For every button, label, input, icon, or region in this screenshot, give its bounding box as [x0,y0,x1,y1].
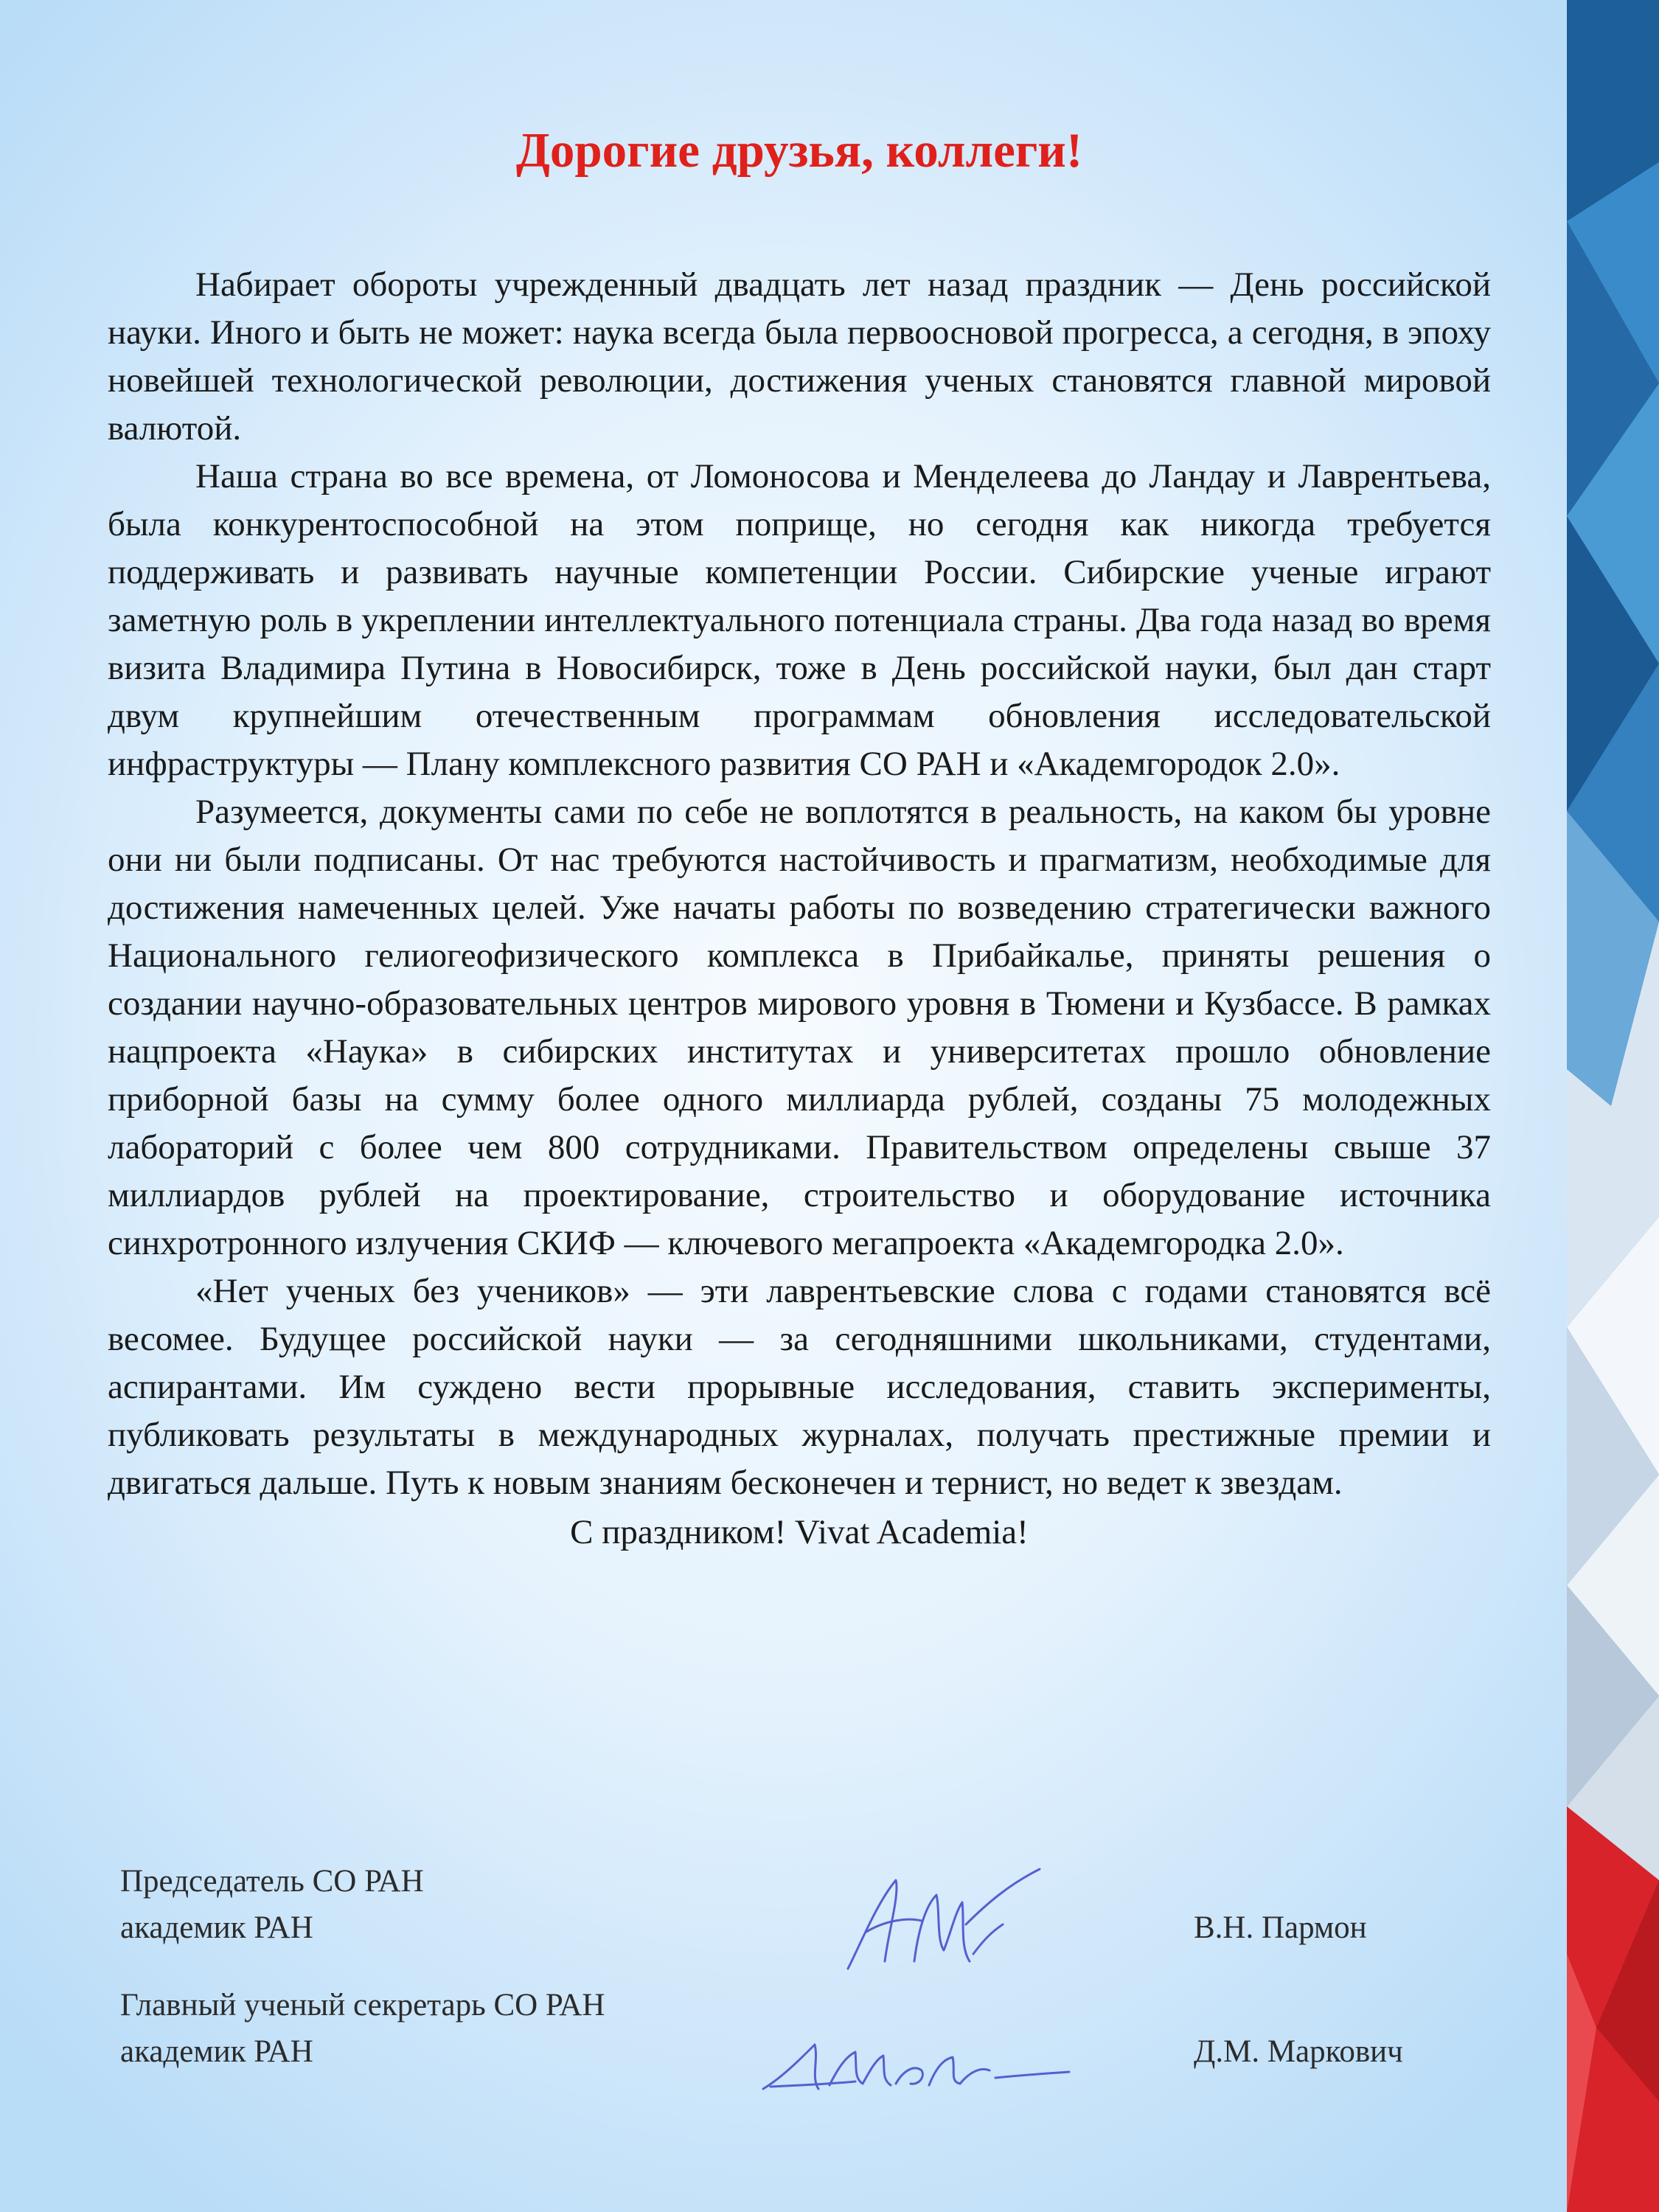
paragraph-1: Набирает обороты учрежденный двадцать лет назад праздник — День российской науки. Иного и быть не может: наука всегда была первоосновой прогресса, а сегодня, в эпоху новейшей технологической революции, достижения ученых становятся главной мировой валютой. [108,265,1491,448]
signer-name: Д.М. Маркович [1194,2034,1403,2069]
signer-position [120,1982,605,2075]
signer-position-line2: академик РАН [120,1910,313,1945]
handwritten-signature-parmon [833,1851,1054,1983]
letter-content [108,124,1491,1557]
signer-position-line1: Председатель СО РАН [120,1864,424,1899]
letter-body [108,261,1491,1557]
paragraph-2: Наша страна во все времена, от Ломоносова и Менделеева до Ландау и Лаврентьева, была конкурентоспособной на этом поприще, но сегодня как никогда требуется поддерживать и развивать научные компетенции России. Сибирские ученые играют заметную роль в укреплении интеллектуального потенциала страны. Два года назад во время визита Владимира Путина в Новосибирск, тоже в День российской науки, был дан старт двум крупнейшим отечественным программам обновления исследовательской инфраструктуры — Плану комплексного развития СО РАН и «Академгородок 2.0». [108,456,1491,783]
paragraph-3: Разумеется, документы сами по себе не воплотятся в реальность, на каком бы уровне они ни были подписаны. От нас требуются настойчивость и прагматизм, необходимые для достижения намеченных целей. Уже начаты работы по возведению стратегически важного Национального гелиогеофизического комплекса в Прибайкалье, приняты решения о создании научно-образовательных центров мирового уровня в Тюмени и Кузбассе. В рамках нацпроекта «Наука» в сибирских институтах и университетах прошло обновление приборной базы на сумму более одного миллиарда рублей, созданы 75 молодежных лабораторий с более чем 800 сотрудниками. Правительством определены свыше 37 миллиардов рублей на проектирование, строительство и оборудование источника синхротронного излучения СКИФ — ключевого мегапроекта «Академгородка 2.0». [108,792,1491,1262]
signature-block-chairman [0,1858,1659,1969]
signer-position [120,1858,424,1951]
closing-line: С праздником! Vivat Academia! [570,1512,1029,1551]
signer-position-line1: Главный ученый секретарь СО РАН [120,1988,605,2023]
signature-block-secretary [0,1982,1659,2093]
signer-name: В.Н. Пармон [1194,1910,1367,1945]
signer-position-line2: академик РАН [120,2034,313,2069]
handwritten-signature-markovich [759,2026,1077,2100]
paragraph-4: «Нет ученых без учеников» — эти лаврентьевские слова с годами становятся всё весомее. Будущее российской науки — за сегодняшними школьниками, студентами, аспирантами. Им суждено вести прорывные исследования, ставить эксперименты, публиковать результаты в международных журналах, получать престижные премии и двигаться дальше. Путь к новым знаниям бесконечен и тернист, но ведет к звездам. [108,1271,1491,1502]
letter-title: Дорогие друзья, коллеги! [515,123,1083,178]
